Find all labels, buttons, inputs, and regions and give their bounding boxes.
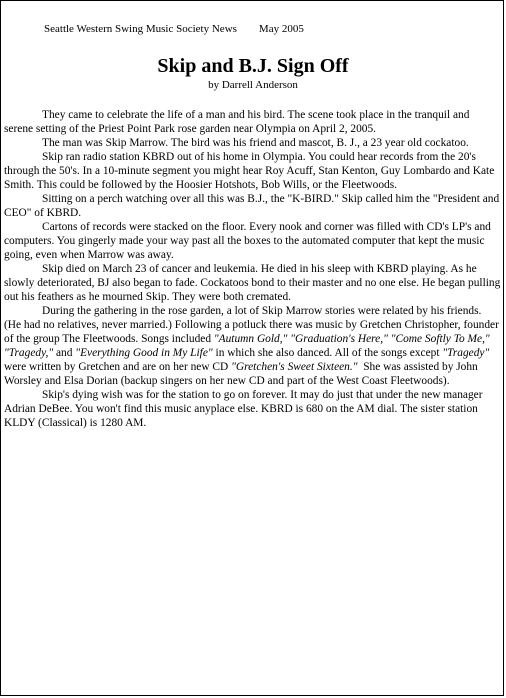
conjunction: and <box>55 347 73 359</box>
article-title: Skip and B.J. Sign Off <box>157 55 349 77</box>
paragraph: Sitting on a perch watching over all this was B.J., the "K-BIRD." Skip called him the "President and CEO" of KBRD. <box>4 193 500 219</box>
newsletter-header <box>44 22 304 36</box>
paragraph-text: During the gathering in the rose garden, a lot of Skip Marrow stories were related by his friends. (He had no relatives, never married.) Following a potluck there was music by Gretchen Christopher, founder of the group The Fleetwoods. Songs included <box>4 305 499 345</box>
paragraph: Skip's dying wish was for the station to go on forever. It may do just that under the new manager Adrian DeBee. You won't find this music anyplace else. KBRD is 680 on the AM dial. The sister station KLDY (Classical) is 1280 AM. <box>4 389 483 429</box>
cd-title: "Gretchen's Sweet Sixteen." <box>231 361 358 373</box>
paragraph-text: in which she also danced. All of the songs except <box>215 347 440 359</box>
paragraph: Skip died on March 23 of cancer and leukemia. He died in his sleep with KBRD playing. As he slowly deteriorated, BJ also began to fade. Cockatoos bond to their master and no one else. He began pulling out his feathers as he mourned Skip. They were both cremated. <box>4 263 501 303</box>
song-title: "Come Softly To Me," <box>390 333 490 345</box>
song-title: "Tragedy" <box>442 347 490 359</box>
article-byline: by Darrell Anderson <box>208 79 298 91</box>
song-title: "Graduation's Here," <box>290 333 388 345</box>
song-title: "Autumn Gold," <box>213 333 288 345</box>
article-body <box>4 108 501 430</box>
song-title: "Everything Good in My Life" <box>75 347 213 359</box>
paragraph: Cartons of records were stacked on the floor. Every nook and corner was filled with CD's LP's and computers. You gingerly made your way past all the boxes to the automated computer that kept the music going, even when Marrow was away. <box>4 221 491 261</box>
newsletter-name: Seattle Western Swing Music Society News <box>44 23 237 35</box>
paragraph: The man was Skip Marrow. The bird was his friend and mascot, B. J., a 23 year old cockatoo. <box>42 137 469 149</box>
song-title: "Tragedy," <box>4 347 54 359</box>
paragraph-text: were written by Gretchen and are on her new CD <box>4 361 229 373</box>
paragraph-text: She was assisted by John Worsley and Elsa Dorian (backup singers on her new CD and part of the West Coast Fleetwoods). <box>4 361 478 387</box>
issue-date: May 2005 <box>258 23 304 35</box>
paragraph-gathering <box>4 304 501 388</box>
paragraph: Skip ran radio station KBRD out of his home in Olympia. You could hear records from the 20's through the 50's. In a 10-minute segment you might hear Roy Acuff, Stan Kenton, Guy Lombardo and Kate Smith. This could be followed by the Hoosier Hotshots, Bob Wills, or the Fleetwoods. <box>4 151 495 191</box>
paragraph: They came to celebrate the life of a man and his bird. The scene took place in the tranquil and serene setting of the Priest Point Park rose garden near Olympia on April 2, 2005. <box>4 109 470 135</box>
